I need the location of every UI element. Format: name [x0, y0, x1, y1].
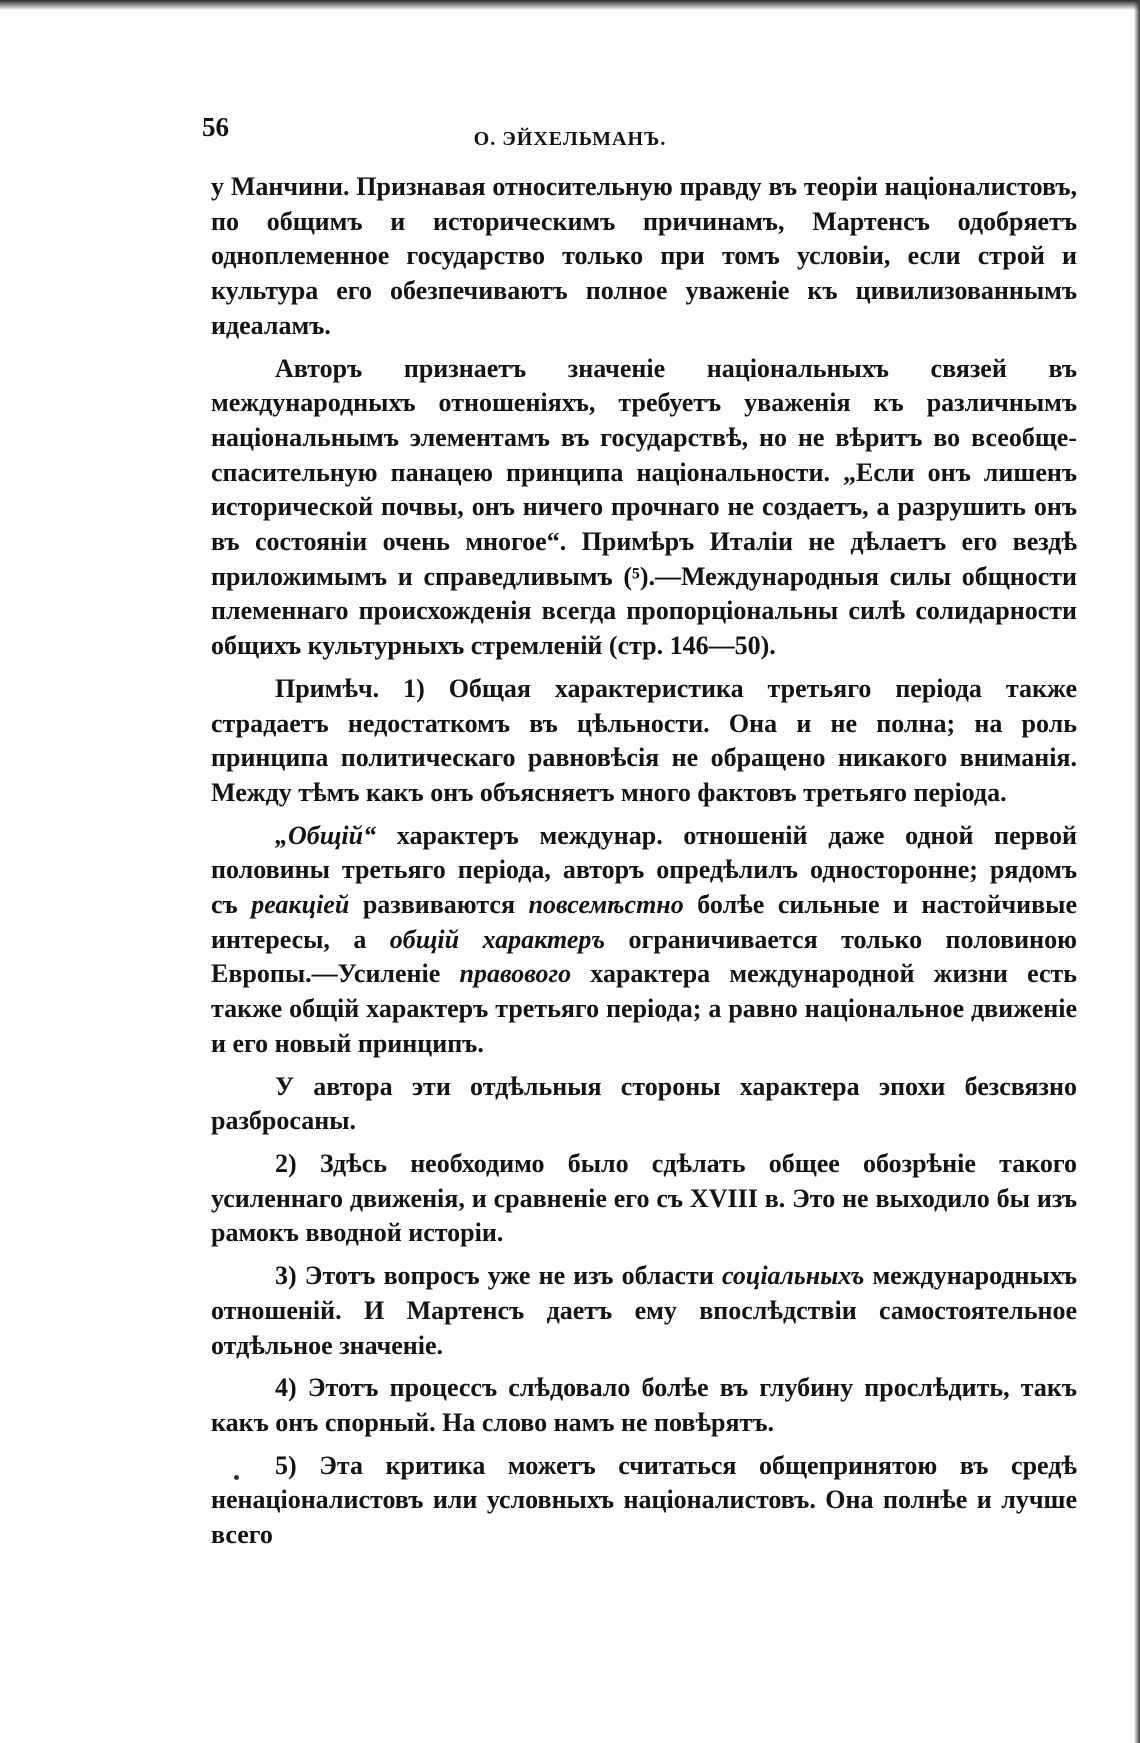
paragraph-7-note-3: 3) Этотъ вопросъ уже не изъ области соціальныхъ международныхъ отношеній. И Мартенсъ даетъ ему впослѣдствіи самостоятельное отдѣльное значеніе.: [211, 1261, 1077, 1360]
italic-reaction: реакціей: [251, 890, 350, 920]
paragraph-3-note-1: Примѣч. 1) Общая характеристика третьяго періода также страдаетъ недостаткомъ въ цѣльности. Она и не полна; на роль принципа политическаго равновѣсія не обращено никакого вниманія. Между тѣмъ какъ онъ объясняетъ много фактовъ третьяго періода.: [211, 673, 1077, 807]
paragraph-6-note-2: 2) Здѣсь необходимо было сдѣлать общее обозрѣніе такого усиленнаго движенія, и сравненіе его съ XVIII в. Это не выходило бы изъ рамокъ вводной исторіи.: [211, 1148, 1077, 1248]
italic-general-character: общій характеръ: [389, 924, 606, 954]
paragraph-5: У автора эти отдѣльныя стороны характера эпохи безсвязно разбросаны.: [211, 1071, 1077, 1136]
italic-legal: правового: [459, 959, 572, 989]
italic-general: „Общій“: [275, 820, 377, 850]
paragraph-8-note-4: 4) Этотъ процессъ слѣдовало болѣе въ глубину прослѣдить, такъ какъ онъ спорный. На слово намъ не повѣрятъ.: [211, 1373, 1077, 1437]
italic-social: соціальныхъ: [721, 1261, 865, 1291]
italic-everywhere: повсемѣстно: [528, 890, 684, 920]
paragraph-9-note-5: 5) Эта критика можетъ считаться общепринятою въ средѣ ненаціоналистовъ или условныхъ націоналистовъ. Она полнѣе и лучше всего: [211, 1450, 1077, 1550]
scan-edge-top: [0, 0, 1140, 10]
scan-speck: [234, 1475, 239, 1480]
paragraph-4: „Общій“ характеръ междунар. отношеній даже одной первой половины третьяго періода, авторъ опредѣлилъ односторонне; рядомъ съ реакціей развиваются повсемѣстно болѣе сильные и настойчивые интересы, а общій характеръ ограничивается только половиною Европы.—Усиленіе правового характера международной жизни есть также общій характеръ третьяго періода; а равно національное движеніе и его новый принципъ.: [211, 820, 1077, 1058]
paragraph-1: у Манчини. Признавая относительную правду въ теоріи націоналистовъ, по общимъ и историческимъ причинамъ, Мартенсъ одобряетъ одноплеменное государство только при томъ условіи, если строй и культура его обезпечиваютъ полное уваженіе къ цивилизованнымъ идеаламъ.: [211, 172, 1077, 340]
scan-edge-right: [1134, 0, 1140, 1743]
running-title: О. ЭЙХЕЛЬМАНЪ.: [473, 128, 667, 150]
paragraph-2: Авторъ признаетъ значеніе національныхъ связей въ международныхъ отношеніяхъ, требуетъ уваженія къ различнымъ національнымъ элементамъ въ государствѣ, но не вѣритъ во всеобще-спасительную панацею принципа національности. „Если онъ лишенъ исторической почвы, онъ ничего прочнаго не создаетъ, а разрушить онъ въ состояніи очень многое“. Примѣръ Италіи не дѣлаетъ его вездѣ приложимымъ и справедливымъ (⁵).—Международныя силы общности племеннаго происхожденія всегда пропорціональны силѣ солидарности общихъ культурныхъ стремленій (стр. 146—50).: [211, 353, 1077, 661]
page-number: 56: [202, 112, 229, 142]
body-text: [211, 170, 1077, 1561]
